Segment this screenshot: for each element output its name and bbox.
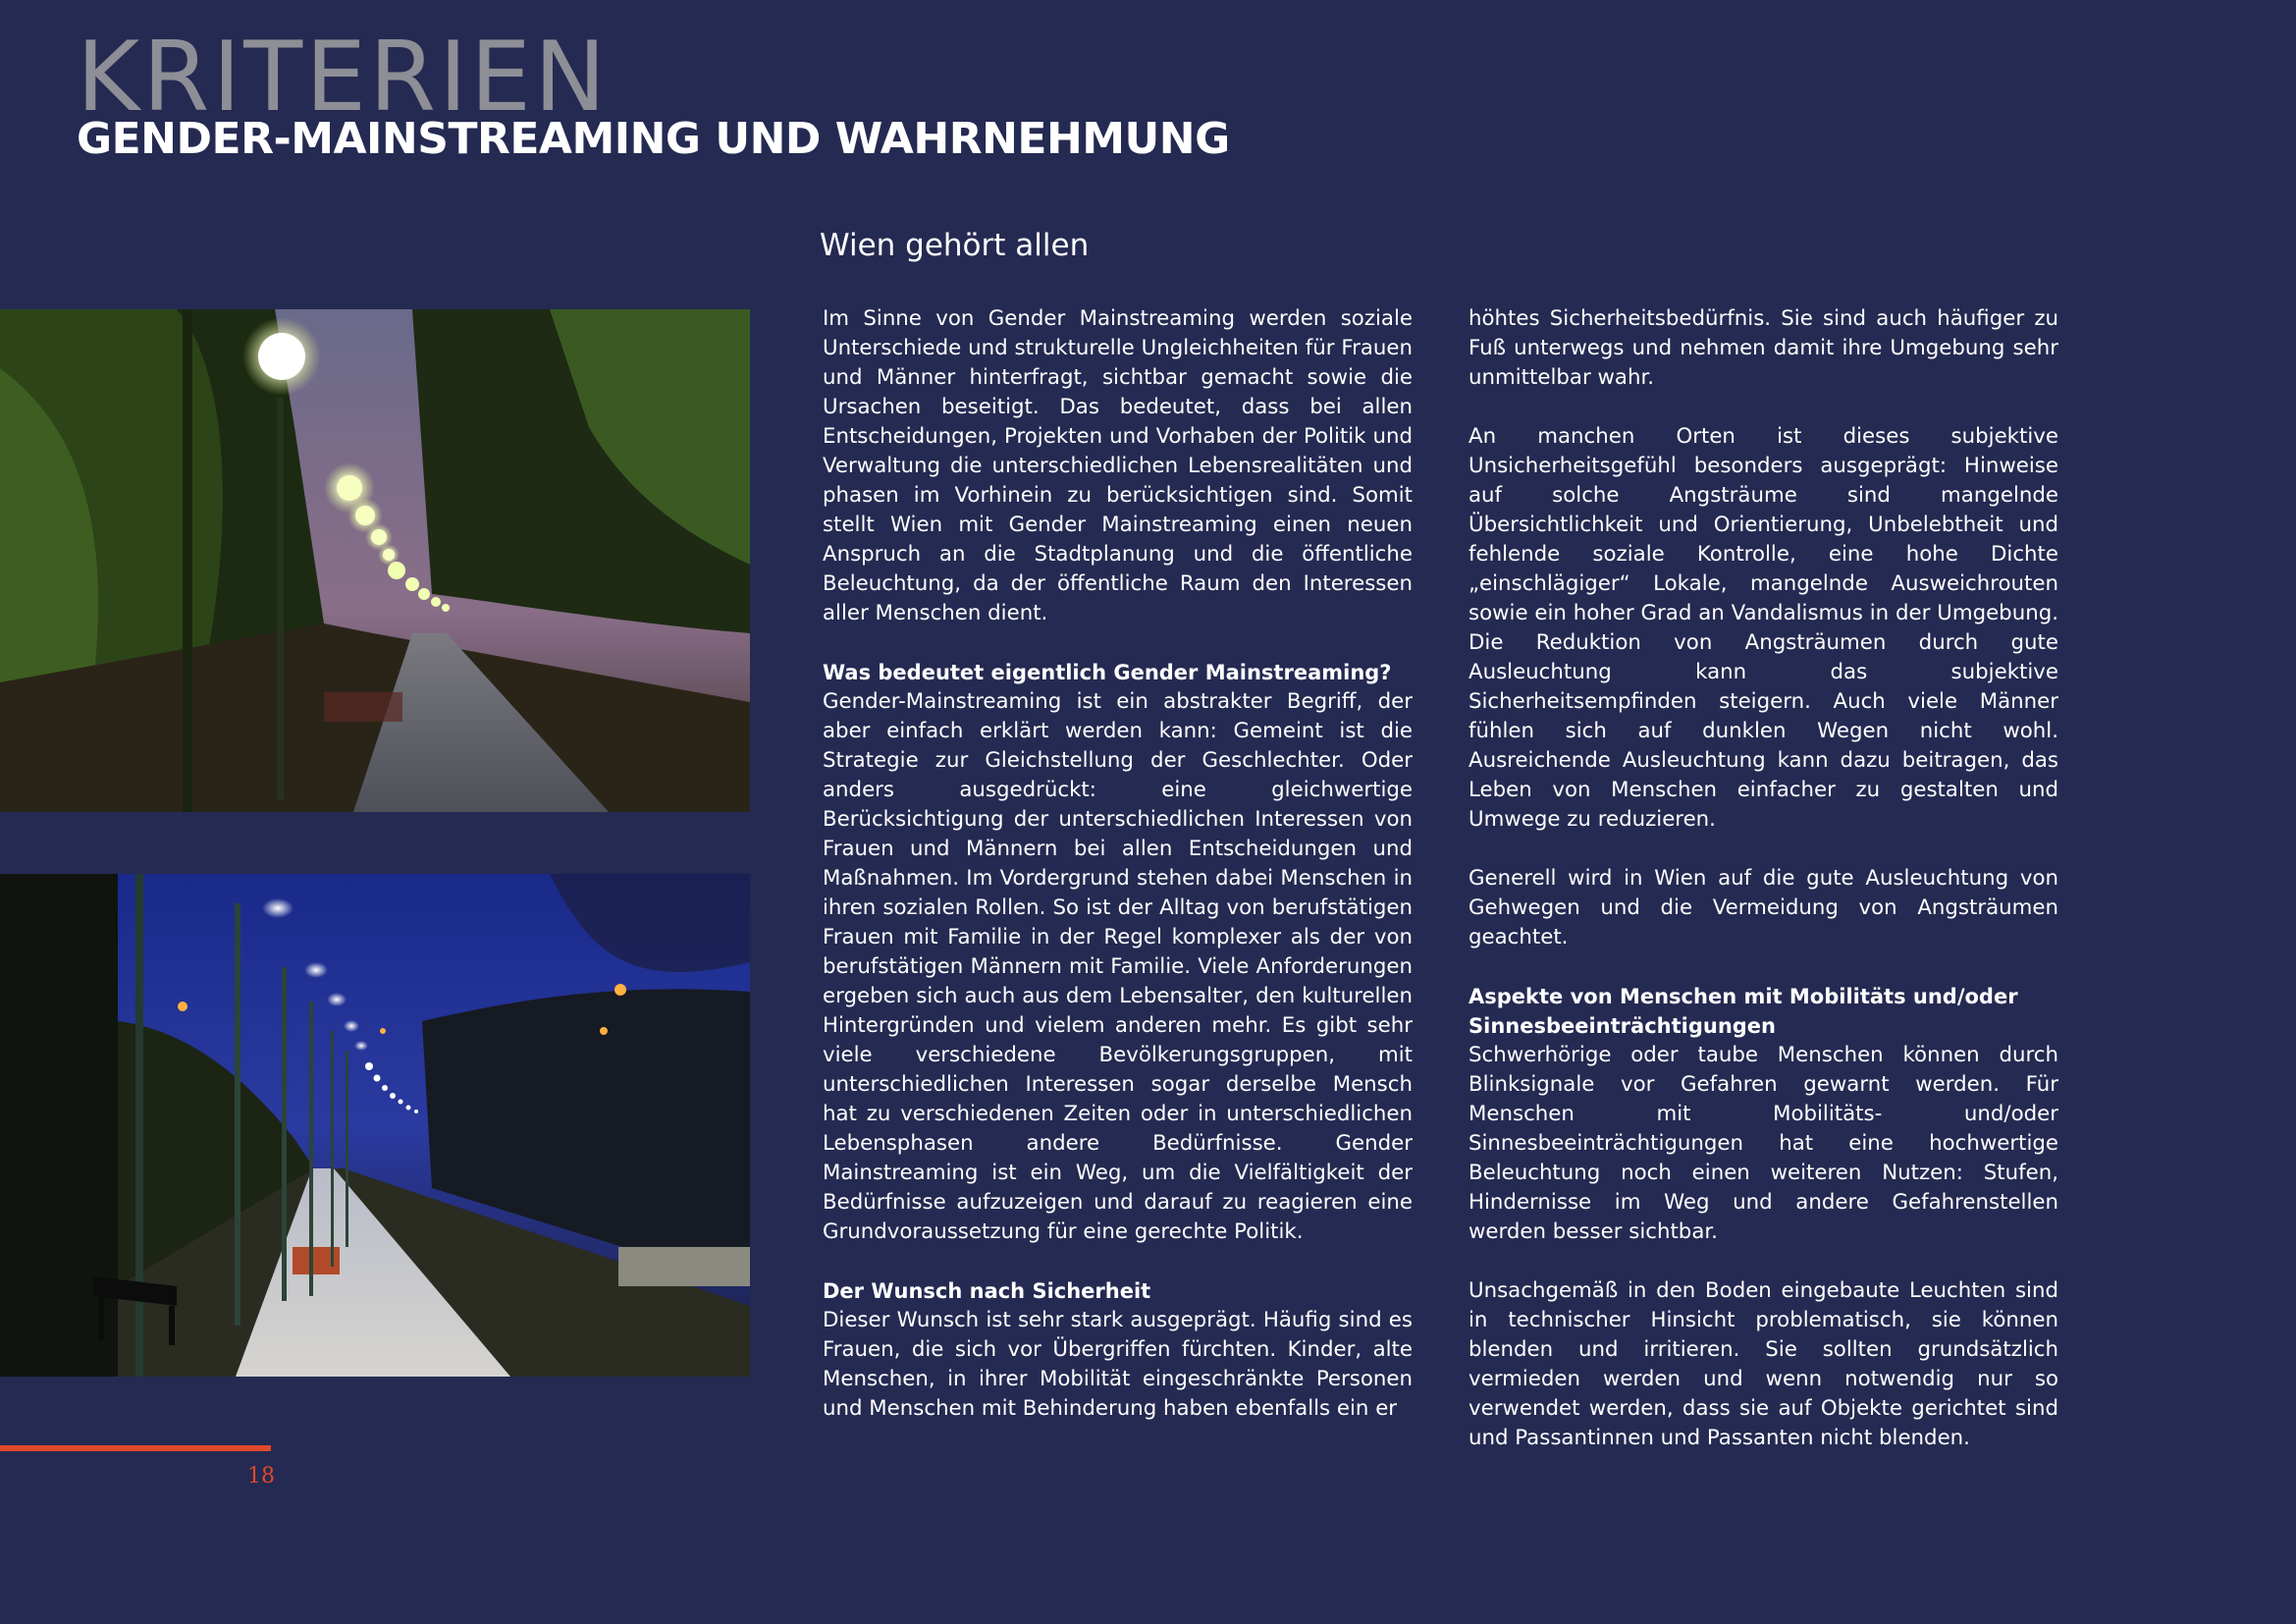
section-mobilitaet — [1468, 982, 2058, 1247]
section-title: Wien gehört allen — [820, 228, 1090, 263]
section-sicherheit — [823, 1276, 1413, 1424]
page-number: 18 — [247, 1464, 275, 1489]
section-body: Gender-Mainstreaming ist ein abstrakter Begriff, der aber einfach erklärt werden kann: Gemeint ist die Strategie zur Gleichstellung der Geschlechter. Oder anders ausgedrückt: eine gleichwertige Berücksichtigung der unterschiedlichen Interessen von Frauen und Männern bei allen Entscheidungen und Maßnahmen. Im Vordergrund stehen dabei Menschen in ihren sozialen Rollen. So ist der Alltag von berufstätigen Frauen mit Familie in der Regel komplexer als der von berufstätigen Männern mit Familie. Viele Anforderungen ergeben sich auch aus dem Lebensalter, den kulturellen Hintergründen und vielem anderen mehr. Es gibt sehr viele verschiedene Bevölkerungsgruppen, mit unterschiedlichen Interessen sogar derselbe Mensch hat zu verschiedenen Zeiten oder in unterschiedlichen Lebensphasen andere Bedürfnisse. Gender Mainstreaming ist ein Weg, um die Vielfältigkeit der Bedürfnisse aufzuzeigen und darauf zu reagieren eine Grundvoraussetzung für eine gerechte Politik. — [823, 689, 1413, 1244]
section-gender-mainstreaming — [823, 658, 1413, 1247]
section-heading: Was bedeutet eigentlich Gender Mainstreaming? — [823, 661, 1392, 684]
footer-accent-rule — [0, 1445, 271, 1451]
section-heading: Aspekte von Menschen mit Mobilitäts und/oder Sinnesbeeinträchtigungen — [1468, 985, 2018, 1038]
photo-globe-lamp-path — [0, 309, 750, 812]
section-heading: Der Wunsch nach Sicherheit — [823, 1279, 1151, 1303]
page-title: GENDER-MAINSTREAMING UND WAHRNEHMUNG — [77, 114, 1230, 164]
body-paragraph: Unsachgemäß in den Boden eingebaute Leuchten sind in technischer Hinsicht problematisch, sie können blenden und irritieren. Sie sollten grundsätzlich vermieden werden und wenn notwendig nur so verwendet werden, dass sie auf Objekte gerichtet sind und Passantinnen und Passanten nicht blenden. — [1468, 1278, 2058, 1450]
body-paragraph: Generell wird in Wien auf die gute Ausleuchtung von Gehwegen und die Vermeidung von Angsträumen geachtet. — [1468, 866, 2058, 949]
section-kicker: KRITERIEN — [77, 22, 610, 134]
intro-paragraph: Im Sinne von Gender Mainstreaming werden soziale Unterschiede und strukturelle Ungleichheiten für Frauen und Männer hinterfragt, sichtbar gemacht sowie die Ursachen beseitigt. Das bedeutet, dass bei allen Entscheidungen, Projekten und Vorhaben der Politik und Verwaltung die unterschiedlichen Lebensrealitäten und phasen im Vorhinein zu berücksichtigen sind. Somit stellt Wien mit Gender Mainstreaming einen neuen Anspruch an die Stadtplanung und die öffentliche Beleuchtung, da der öffentliche Raum den Interessen aller Menschen dient. — [823, 306, 1413, 625]
section-body: Dieser Wunsch ist sehr stark ausgeprägt. Häufig sind es Frauen, die sich vor Übergriffen fürchten. Kinder, alte Menschen, in ihrer Mobilität eingeschränkte Personen und Menschen mit Behinderung haben ebenfalls ein er — [823, 1308, 1413, 1421]
section-body: Schwerhörige oder taube Menschen können durch Blinksignale vor Gefahren gewarnt werden. Für Menschen mit Mobilitäts- und/oder Sinnesbeeinträchtigungen hat eine hochwertige Beleuchtung noch einen weiteren Nutzen: Stufen, Hindernisse im Weg und andere Gefahrenstellen werden besser sichtbar. — [1468, 1043, 2058, 1244]
body-paragraph: An manchen Orten ist dieses subjektive Unsicherheitsgefühl besonders ausgeprägt: Hinweise auf solche Angsträume sind mangelnde Übersichtlichkeit und Orientierung, Unbelebtheit und fehlende soziale Kontrolle, eine hohe Dichte „einschlägiger“ Lokale, mangelnde Ausweichrouten sowie ein hoher Grad an Vandalismus in der Umgebung. Die Reduktion von Angsträumen durch gute Ausleuchtung kann das subjektive Sicherheitsempfinden steigern. Auch viele Männer fühlen sich auf dunklen Wegen nicht wohl. Ausreichende Ausleuchtung kann dazu beitragen, das Leben von Menschen einfacher zu gestalten und Umwege zu reduzieren. — [1468, 424, 2058, 832]
photo-street-lamp-path — [0, 874, 750, 1377]
text-column-right — [1468, 304, 2058, 1483]
text-column-left — [823, 304, 1413, 1453]
continuation-paragraph: höhtes Sicherheitsbedürfnis. Sie sind auch häufiger zu Fuß unterwegs und nehmen damit ihre Umgebung sehr unmittelbar wahr. — [1468, 306, 2058, 390]
